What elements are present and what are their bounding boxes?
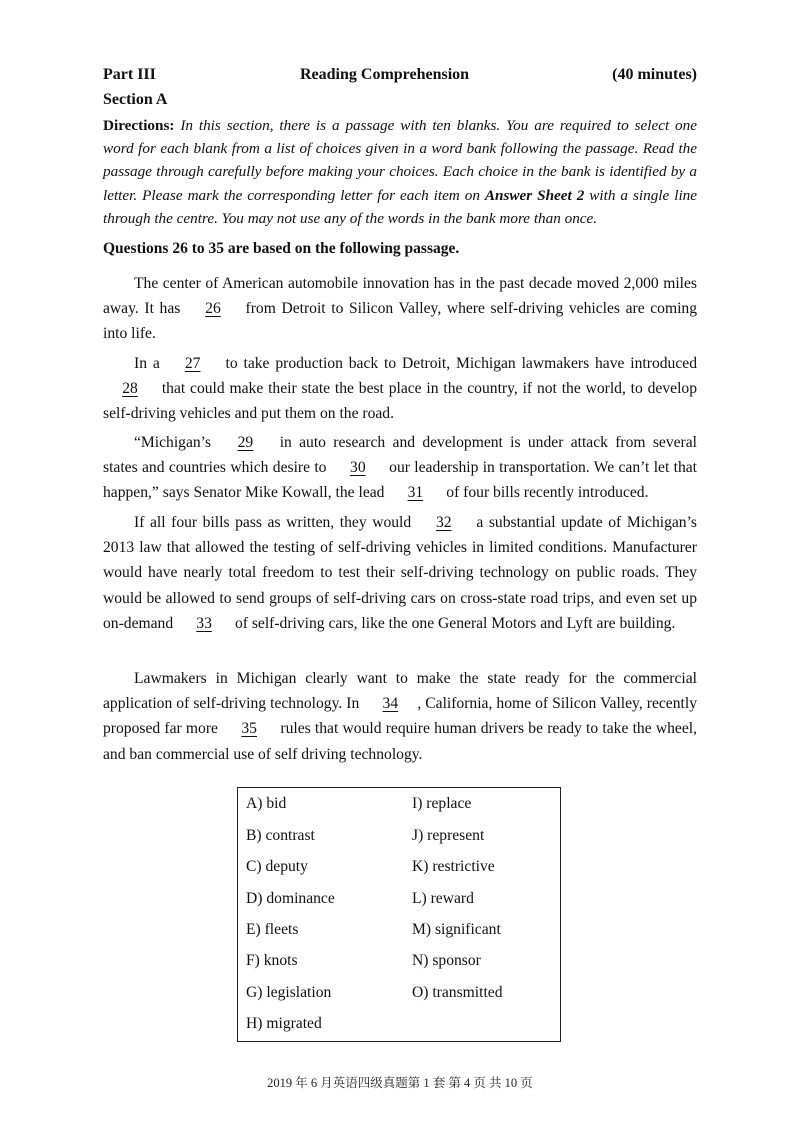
word-bank-option-g: G) legislation — [246, 984, 332, 1001]
word-bank-option-d: D) dominance — [246, 890, 335, 907]
part-label: Part III — [103, 66, 156, 83]
passage-paragraph-4 — [103, 510, 697, 636]
blank-33: 33 — [196, 614, 212, 632]
word-bank-option-l: L) reward — [412, 890, 474, 907]
passage-text: “Michigan’s — [134, 434, 219, 451]
passage-text: from Detroit to Silicon Valley, where self-driving vehicles are coming into life. — [103, 300, 698, 343]
directions-text-2: with a single line through the centre. You may not use any of the words in the bank more than once. — [103, 186, 697, 227]
word-bank-option-o: O) transmitted — [412, 984, 503, 1001]
word-bank-option-i: I) replace — [412, 795, 472, 812]
blank-28: 28 — [122, 380, 138, 398]
header-row — [103, 66, 697, 90]
answer-sheet-label: Answer Sheet 2 — [484, 186, 585, 204]
section-label: Section A — [103, 91, 168, 108]
word-bank-option-h: H) migrated — [246, 1015, 322, 1032]
passage-paragraph-1 — [103, 271, 697, 347]
directions-label: Directions: — [103, 117, 175, 134]
word-bank-option-j: J) represent — [412, 827, 485, 844]
blank-34: 34 — [382, 695, 399, 713]
passage-text: Lawmakers in Michigan clearly want to make the state ready for the commercial application of self-driving technology. In — [103, 670, 697, 713]
word-bank-option-n: N) sponsor — [412, 952, 481, 969]
passage-paragraph-3 — [103, 430, 697, 506]
passage-text: If all four bills pass as written, they would — [134, 514, 417, 531]
page-footer: 2019 年 6 月英语四级真题第 1 套 第 4 页 共 10 页 — [267, 1076, 533, 1090]
passage-paragraph-5 — [103, 666, 697, 767]
passage-text: , California, home of Silicon Valley, recently proposed far more — [103, 695, 697, 738]
word-bank-option-e: E) fleets — [246, 921, 299, 938]
passage-text: that could make their state the best place in the country, if not the world, to develop self-driving vehicles and put them on the road. — [103, 380, 697, 423]
word-bank-option-c: C) deputy — [246, 858, 308, 875]
directions-text-1: In this section, there is a passage with ten blanks. You are required to select one word for each blank from a list of choices given in a word bank following the passage. Read the passage through carefully before making your choices. Each choice in the bank is identified by a letter. Please mark the corresponding letter for each item on — [103, 117, 697, 204]
word-bank-option-k: K) restrictive — [412, 858, 495, 875]
passage-text: our leadership in transportation. We can’t let that happen,” says Senator Mike Kowall, the lead — [103, 459, 697, 502]
passage-text: of self-driving cars, like the one General Motors and Lyft are building. — [231, 614, 676, 632]
questions-heading: Questions 26 to 35 are based on the following passage. — [103, 240, 460, 257]
word-bank-option-b: B) contrast — [246, 827, 315, 844]
passage-text: in auto research and development is under attack from several states and countries which desire to — [103, 434, 697, 477]
passage-text: rules that would require human drivers be ready to take the wheel, and ban commercial use of self driving technology. — [103, 720, 697, 763]
passage-text: The center of American automobile innovation has in the past decade moved 2,000 miles away. It has — [103, 275, 697, 318]
word-bank-option-m: M) significant — [412, 921, 501, 938]
passage-text: a substantial update of Michigan’s 2013 law that allowed the testing of self-driving vehicles in limited conditions. Manufacturer would have nearly total freedom to test their self-driving technology on public roads. They would be allowed to send groups of self-driving cars on cross-state road trips, and even set up on-demand — [103, 514, 697, 632]
word-bank — [237, 787, 561, 1042]
word-bank-option-a: A) bid — [246, 795, 287, 812]
word-bank-option-f: F) knots — [246, 952, 298, 969]
blank-32: 32 — [435, 514, 452, 531]
blank-31: 31 — [407, 484, 424, 502]
blank-35: 35 — [241, 720, 257, 738]
blank-30: 30 — [350, 459, 366, 477]
directions — [103, 114, 697, 230]
passage-text: In a — [134, 355, 166, 372]
passage-paragraph-2 — [103, 351, 697, 427]
time-limit: (40 minutes) — [612, 66, 697, 83]
blank-27: 27 — [184, 355, 201, 372]
passage-text: to take production back to Detroit, Michigan lawmakers have introduced — [219, 355, 697, 372]
blank-29: 29 — [237, 434, 254, 451]
blank-26: 26 — [205, 300, 221, 318]
section-title: Reading Comprehension — [300, 66, 470, 83]
passage-text: of four bills recently introduced. — [442, 484, 649, 502]
